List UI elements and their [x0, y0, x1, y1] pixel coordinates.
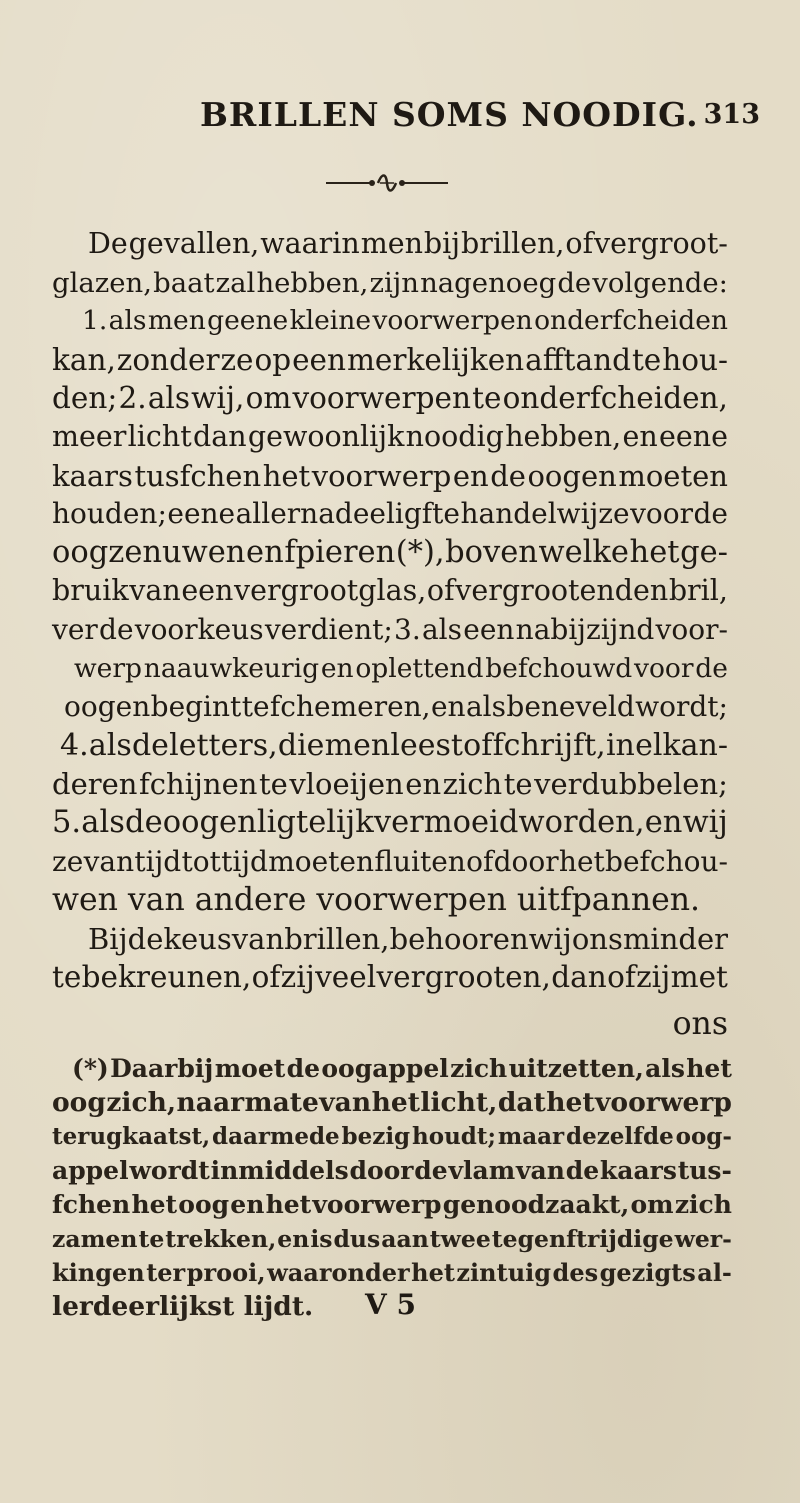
text-line: wen van andere voorwerpen uitfpannen.: [52, 882, 701, 919]
word: (*): [72, 1054, 109, 1083]
word: zijn: [369, 266, 419, 299]
word: te: [631, 342, 662, 377]
word: te: [241, 690, 270, 724]
word: oogen: [64, 690, 151, 724]
word: baat: [153, 266, 215, 299]
word: om: [245, 381, 292, 416]
word: het: [558, 844, 605, 878]
word: welke: [538, 534, 629, 570]
word: als: [645, 1054, 685, 1083]
word: des: [552, 1258, 599, 1287]
word: verdient;: [264, 612, 393, 646]
word: wij: [682, 804, 728, 840]
text-line: [52, 958, 728, 997]
word: ons: [571, 921, 623, 956]
word: ter: [146, 1258, 186, 1287]
word: en: [405, 767, 442, 802]
word: die: [277, 727, 325, 763]
text-line: [52, 534, 728, 573]
word: te: [472, 381, 502, 416]
word: meer: [52, 419, 127, 453]
text-line: [52, 379, 728, 418]
word: te: [138, 1225, 165, 1253]
word: zintuig: [456, 1258, 552, 1287]
word: voorwerp: [312, 1190, 442, 1219]
text-line: [52, 457, 728, 496]
word: dus: [333, 1225, 381, 1253]
word: het: [546, 1087, 595, 1118]
word: of: [426, 574, 455, 608]
word: veel: [315, 960, 377, 995]
word: boven: [445, 534, 538, 570]
word: 3.: [394, 612, 421, 646]
word: maar: [497, 1123, 565, 1150]
word: naar: [176, 1087, 245, 1118]
page-number: 313: [703, 99, 760, 130]
word: te: [52, 960, 82, 995]
footnote: [52, 1052, 732, 1324]
word: de: [414, 1156, 448, 1185]
word: beneveld: [506, 690, 635, 724]
word: letters,: [169, 727, 278, 763]
word: en: [452, 458, 489, 493]
footnote-line: lerdeerlijkst lijdt.: [52, 1291, 314, 1322]
catchword: ons: [672, 1006, 728, 1042]
running-title: BRILLEN SOMS NOODIG.: [200, 95, 699, 134]
word: ligtelijk: [256, 804, 374, 840]
footnote-line: [52, 1052, 732, 1086]
word: zich,: [106, 1087, 177, 1118]
word: waarin: [260, 227, 360, 260]
word: nabijzijnd: [515, 612, 655, 646]
word: het: [411, 1258, 455, 1287]
text-line: [52, 225, 728, 264]
word: en: [622, 419, 658, 453]
word: oog-: [675, 1123, 732, 1150]
word: werp: [74, 652, 142, 684]
word: dezelfde: [565, 1123, 674, 1150]
word: als: [465, 690, 507, 724]
word: oogen: [527, 458, 617, 493]
word: voor-: [655, 612, 728, 646]
word: de: [127, 921, 164, 956]
word: zich: [674, 1190, 732, 1219]
word: de: [286, 1054, 321, 1083]
word: Bij: [88, 921, 128, 956]
text-line: [52, 727, 728, 766]
word: fpieren: [284, 534, 396, 570]
word: van: [516, 1156, 565, 1185]
word: van: [129, 574, 181, 608]
word: vloeijen: [289, 767, 404, 802]
word: of: [607, 960, 636, 995]
word: de: [131, 727, 169, 763]
word: allernadeeligfte: [235, 497, 460, 531]
text-line: [52, 341, 728, 380]
word: vlam: [448, 1156, 516, 1185]
word: noodig: [405, 419, 504, 453]
word: 1.: [82, 305, 108, 337]
word: houden;: [52, 497, 167, 531]
word: een: [181, 574, 234, 608]
word: de: [693, 497, 728, 531]
text-line: [52, 264, 728, 303]
word: twee: [429, 1225, 491, 1253]
word: is: [310, 1225, 333, 1253]
text-line: [52, 650, 728, 689]
page-header: [200, 95, 760, 145]
word: oog: [178, 1190, 230, 1219]
word: dan: [192, 419, 247, 453]
word: oog: [52, 1087, 106, 1118]
word: naauwkeurig: [143, 652, 320, 684]
word: nagenoeg: [420, 266, 557, 299]
word: bruik: [52, 574, 129, 608]
word: men: [324, 727, 391, 763]
word: een: [292, 342, 346, 377]
word: gezigts: [599, 1258, 696, 1287]
word: tegenftrijdige: [491, 1225, 674, 1253]
word: vergrootenden: [455, 574, 669, 608]
word: licht,: [420, 1087, 498, 1118]
word: of: [466, 844, 494, 878]
word: de: [565, 1156, 600, 1185]
word: aan: [381, 1225, 429, 1253]
word: in: [605, 727, 635, 763]
word: wordt: [129, 1156, 210, 1185]
signature-mark: V 5: [365, 1288, 416, 1321]
word: zich: [450, 1054, 508, 1083]
word: oogen: [162, 804, 257, 840]
word: van: [231, 921, 285, 956]
word: behooren: [389, 921, 529, 956]
word: en: [230, 1190, 265, 1219]
word: te: [503, 767, 533, 802]
word: het: [371, 1087, 420, 1118]
word: worden,: [518, 804, 645, 840]
word: als: [81, 804, 125, 840]
word: De: [88, 227, 128, 260]
word: ver: [52, 612, 98, 646]
word: of: [251, 960, 281, 995]
word: genoodzaakt,: [442, 1190, 630, 1219]
word: (*),: [395, 534, 445, 570]
word: voorwerpen: [292, 381, 471, 416]
word: kaars: [599, 1156, 677, 1185]
word: Daarbij: [110, 1054, 214, 1083]
word: handelwijze: [460, 497, 630, 531]
word: wordt;: [635, 690, 728, 724]
word: deren: [52, 767, 138, 802]
word: en: [430, 690, 466, 724]
word: kingen: [52, 1258, 145, 1287]
word: waaronder: [267, 1258, 410, 1287]
word: moet: [214, 1054, 286, 1083]
text-line: [52, 572, 728, 611]
text-line: [52, 843, 728, 882]
word: als: [147, 381, 190, 416]
word: inmiddels: [210, 1156, 349, 1185]
text-line: [52, 418, 728, 457]
word: tijd: [221, 844, 268, 878]
word: eene: [658, 419, 728, 453]
word: glazen,: [52, 266, 153, 299]
word: voorwerp: [311, 458, 452, 493]
word: vermoeid: [373, 804, 519, 840]
word: een: [463, 612, 515, 646]
word: eene: [167, 497, 236, 531]
text-line: [52, 688, 728, 727]
word: fluiten: [374, 844, 466, 878]
word: gewoonlijk: [247, 419, 405, 453]
word: uitzetten,: [508, 1054, 644, 1083]
word: wij,: [191, 381, 245, 416]
footnote-line: [52, 1086, 732, 1120]
word: van: [83, 844, 135, 878]
word: gevallen,: [128, 227, 260, 260]
word: tus-: [677, 1156, 732, 1185]
word: en: [644, 804, 683, 840]
word: brillen,: [460, 227, 565, 260]
word: appel: [52, 1156, 129, 1185]
word: zich: [442, 767, 503, 802]
word: 5.: [52, 804, 82, 840]
word: of: [463, 727, 493, 763]
word: ge-: [680, 534, 728, 570]
word: moeten: [268, 844, 375, 878]
word: voor: [633, 652, 694, 684]
word: vergrootglas,: [234, 574, 427, 608]
word: volgende:: [592, 266, 728, 299]
word: zal: [215, 266, 256, 299]
word: ze: [220, 342, 254, 377]
word: fchen: [52, 1190, 131, 1219]
word: te: [258, 767, 288, 802]
word: tijd: [134, 844, 182, 878]
word: licht: [127, 419, 192, 453]
word: hou-: [662, 342, 728, 377]
decorative-rule-ornament-icon: [322, 168, 452, 198]
word: dan: [551, 960, 607, 995]
word: als: [108, 305, 147, 337]
word: het: [629, 534, 680, 570]
word: wij: [528, 921, 572, 956]
word: onderfcheiden: [534, 305, 728, 337]
word: het: [686, 1054, 732, 1083]
word: kaars: [52, 458, 133, 493]
word: onderfcheiden,: [502, 381, 728, 416]
word: prooi,: [186, 1258, 266, 1287]
word: de: [125, 804, 163, 840]
word: en: [320, 652, 354, 684]
word: als: [88, 727, 132, 763]
word: zij: [280, 960, 315, 995]
word: fchrijft,: [492, 727, 606, 763]
word: voorkeus: [134, 612, 264, 646]
text-line: [52, 495, 728, 534]
word: met: [670, 960, 728, 995]
word: 4.: [60, 727, 89, 763]
word: mate: [244, 1087, 319, 1118]
word: houdt;: [412, 1123, 496, 1150]
word: tot: [181, 844, 221, 878]
word: men: [147, 305, 206, 337]
word: en: [277, 1225, 310, 1253]
word: en: [246, 534, 284, 570]
main-text: [52, 225, 728, 997]
footnote-line: [52, 1154, 732, 1188]
word: leest: [390, 727, 463, 763]
word: befchouwd: [485, 652, 633, 684]
word: geene: [207, 305, 289, 337]
word: dat: [497, 1087, 546, 1118]
word: bekreunen,: [81, 960, 252, 995]
word: als: [421, 612, 463, 646]
word: al-: [697, 1258, 732, 1287]
word: kan,: [52, 342, 116, 377]
word: of: [565, 227, 594, 260]
footnote-line: [52, 1256, 732, 1290]
word: het: [265, 1190, 312, 1219]
word: brillen,: [284, 921, 390, 956]
word: door: [349, 1156, 414, 1185]
word: op: [254, 342, 292, 377]
word: oplettend: [355, 652, 484, 684]
text-line: [52, 920, 728, 959]
word: trekken,: [165, 1225, 277, 1253]
word: daarmede: [211, 1123, 340, 1150]
text-line: [52, 765, 728, 804]
word: oogappel: [321, 1054, 449, 1083]
word: wer-: [674, 1225, 732, 1253]
word: bezig: [341, 1123, 411, 1150]
word: 2.: [118, 381, 147, 416]
word: voorwerpen: [372, 305, 533, 337]
footnote-line: [52, 1222, 732, 1256]
word: vergrooten,: [376, 960, 551, 995]
word: voorwerp: [595, 1087, 732, 1118]
word: begint: [150, 690, 242, 724]
word: verdubbelen;: [534, 767, 728, 802]
word: vergroot-: [594, 227, 728, 260]
word: zij: [636, 960, 671, 995]
word: de: [490, 458, 526, 493]
footnote-line: [52, 1188, 732, 1222]
word: fchemeren,: [269, 690, 431, 724]
word: moeten: [618, 458, 728, 493]
word: van: [319, 1087, 372, 1118]
word: ze: [52, 844, 84, 878]
word: bril,: [668, 574, 728, 608]
word: elkan-: [635, 727, 728, 763]
word: de: [695, 652, 728, 684]
word: afftand: [525, 342, 631, 377]
word: tusfchen: [134, 458, 262, 493]
text-line: [52, 302, 728, 341]
word: het: [262, 458, 311, 493]
word: hebben,: [505, 419, 622, 453]
word: hebben,: [256, 266, 369, 299]
word: fchijnen: [138, 767, 258, 802]
text-line: [52, 804, 728, 843]
word: de: [99, 612, 134, 646]
word: oogzenuwen: [52, 534, 246, 570]
word: zonder: [116, 342, 220, 377]
footnote-line: [52, 1120, 732, 1154]
word: befchou-: [605, 844, 728, 878]
word: den;: [52, 381, 118, 416]
word: de: [557, 266, 592, 299]
word: men: [360, 227, 423, 260]
word: het: [131, 1190, 178, 1219]
word: om: [630, 1190, 674, 1219]
word: voor: [630, 497, 694, 531]
word: zamen: [52, 1225, 138, 1253]
word: keus: [163, 921, 232, 956]
word: terugkaatst,: [52, 1123, 211, 1150]
word: merkelijken: [346, 342, 525, 377]
word: minder: [622, 921, 728, 956]
word: bij: [423, 227, 461, 260]
word: door: [493, 844, 559, 878]
text-line: [52, 611, 728, 650]
word: kleine: [289, 305, 372, 337]
